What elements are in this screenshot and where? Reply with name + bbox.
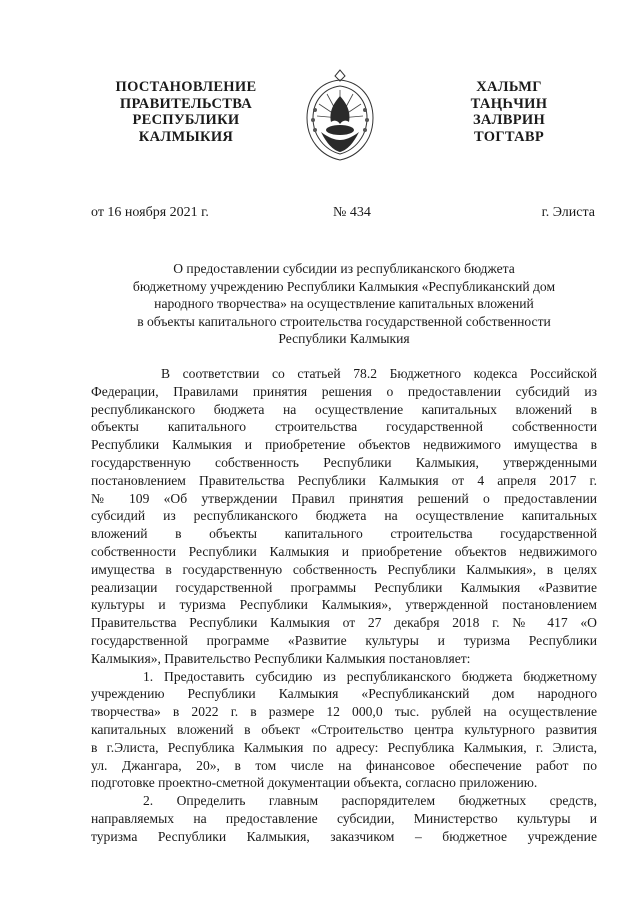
body-line: туризма Республики Калмыкия, заказчиком – бюджетное учреждение xyxy=(91,828,597,844)
body-line: собственности Республики Калмыкия и приобретение объектов недвижимого xyxy=(91,543,597,559)
body-line: Республики Калмыкия и приобретение объектов недвижимого имущества в xyxy=(91,437,597,453)
title-line: бюджетному учреждению Республики Калмыкия «Республиканский дом xyxy=(132,278,556,294)
body-line: капитальных вложений в объект «Строительство центра культурного развития xyxy=(91,721,597,737)
body-line: В соответствии со статьей 78.2 Бюджетного кодекса Российской xyxy=(161,366,597,381)
body-line: творчества» в 2022 г. в размере 12 000,0 тыс. рублей на осуществление xyxy=(91,704,597,720)
header-right xyxy=(455,79,563,145)
body-line: имущества в государственную собственность Республики Калмыкия», в целях xyxy=(91,561,597,577)
body-line: Правительства Республики Калмыкия от 27 декабря 2018 г. № 417 «О xyxy=(91,615,597,631)
body-line: Калмыкия», Правительство Республики Калмыкия постановляет: xyxy=(91,650,471,666)
body-line: объекты капитального строительства государственной собственности xyxy=(91,419,597,435)
body-line: в г.Элиста, Республика Калмыкия по адресу: Республика Калмыкия, г. Элиста, xyxy=(91,739,597,755)
body-line: республиканского бюджета на осуществление капитальных вложений в xyxy=(91,401,597,417)
header-right-line: ЗАЛВРИН xyxy=(472,112,546,128)
header-left-line: ПРАВИТЕЛЬСТВА xyxy=(119,95,253,112)
title-line: в объекты капитального строительства государственной собственности xyxy=(137,313,551,329)
body-line: подготовке проектно-сметной документации объекта, согласно приложению. xyxy=(91,775,538,791)
document-number: № 434 xyxy=(333,205,371,220)
title-line: народного творчества» на осуществление капитальных вложений xyxy=(154,296,534,311)
document-body xyxy=(91,365,597,846)
header-left-line: КАЛМЫКИЯ xyxy=(138,128,234,145)
header-right-line: ТОГТАВР xyxy=(473,128,545,145)
body-line: 1. Предоставить субсидию из республиканского бюджета бюджетному xyxy=(143,668,597,684)
body-line: № 109 «Об утверждении Правил принятия решений о предоставлении xyxy=(91,490,597,506)
document-title xyxy=(84,260,604,348)
body-line: Федерации, Правилами принятия решения о предоставлении субсидий из xyxy=(91,383,597,399)
body-line: 2. Определить главным распорядителем бюджетных средств, xyxy=(143,793,597,809)
body-line: направляемых на предоставление субсидии, Министерство культуры и xyxy=(91,810,597,826)
header-left-line: РЕСПУБЛИКИ xyxy=(132,112,240,128)
header-right-line: ТАҢҺЧИН xyxy=(470,95,548,112)
body-line: реализации государственной программы Республики Калмыкия «Развитие xyxy=(91,579,597,595)
title-line: Республики Калмыкия xyxy=(278,331,410,346)
body-line: учреждению Республики Калмыкия «Республиканский дом народного xyxy=(91,686,597,702)
document-date: от 16 ноября 2021 г. xyxy=(91,205,209,220)
header-left xyxy=(94,79,278,145)
body-line: культуры и туризма Республики Калмыкия», утвержденной постановлением xyxy=(91,597,597,613)
body-line: постановлением Правительства Республики Калмыкия от 4 апреля 2017 г. xyxy=(91,472,597,488)
body-line: государственную собственность Республики Калмыкия, утвержденными xyxy=(91,454,597,470)
body-line: государственной программе «Развитие культуры и туризма Республики xyxy=(91,632,597,648)
body-line: субсидий из республиканского бюджета на осуществление капитальных xyxy=(91,508,597,524)
body-line: вложений в объекты капитального строительства государственной xyxy=(91,526,597,542)
header-right-line: ХАЛЬМГ xyxy=(476,79,542,95)
coat-of-arms-emblem-icon xyxy=(299,66,381,164)
document-city: г. Элиста xyxy=(541,205,595,220)
header-left-line: ПОСТАНОВЛЕНИЕ xyxy=(115,79,257,95)
body-line: ул. Джангара, 20», в том числе на финансовое обеспечение работ по xyxy=(91,757,597,773)
title-line: О предоставлении субсидии из республиканского бюджета xyxy=(173,261,515,276)
